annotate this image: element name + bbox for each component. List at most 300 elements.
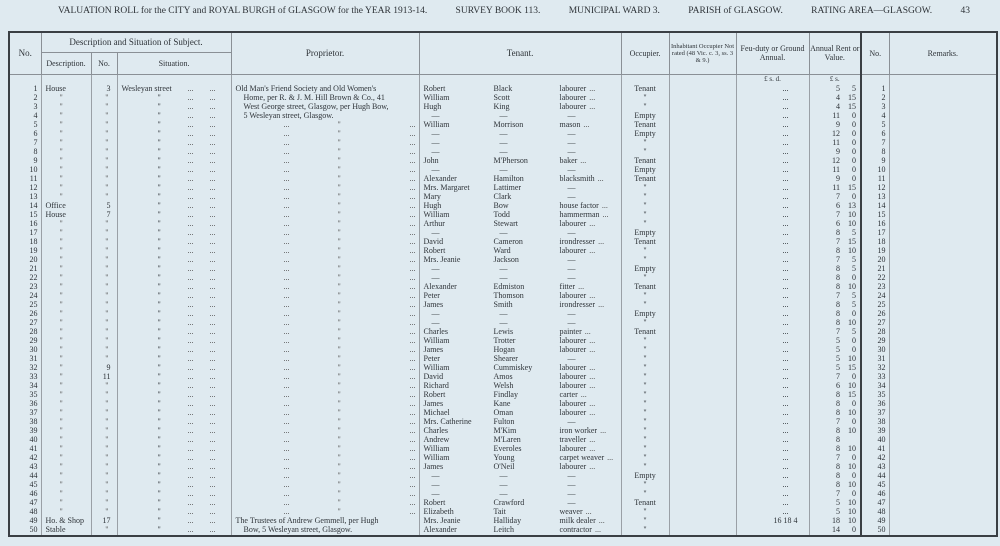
street-number: " [91, 111, 117, 120]
proprietor-line: Home, per R. & J. M. Hill Brown & Co., 41 [243, 92, 385, 102]
annual-rent [809, 525, 861, 536]
situation-text: " [157, 524, 161, 534]
occupier-status: " [621, 480, 669, 489]
occupier-status: " [621, 138, 669, 147]
tenant-surname: Todd [493, 209, 510, 219]
tenant-first-name: Michael [423, 407, 450, 417]
tenant-first-name: Peter [423, 290, 440, 300]
inhabitant-occupier [669, 174, 736, 183]
annual-rent [809, 291, 861, 300]
leader-dots: ... [283, 200, 290, 210]
street-number: 9 [91, 363, 117, 372]
situation [117, 309, 231, 318]
rent-shillings: 5 [852, 326, 857, 336]
street-number: " [91, 435, 117, 444]
situation-text: " [157, 119, 161, 129]
street-number: " [91, 156, 117, 165]
tenant-occupation: carter [559, 389, 578, 399]
rent-shillings: 0 [852, 308, 857, 318]
rent-pounds: 5 [836, 344, 841, 354]
proprietor-line: Old Man's Friend Society and Old Women's [235, 83, 377, 93]
proprietor [231, 525, 419, 536]
description: Stable [41, 525, 91, 536]
leader-dots: ... [409, 497, 416, 507]
col-proprietor: Proprietor. [231, 32, 419, 74]
proprietor [231, 327, 419, 336]
situation-text: " [157, 191, 161, 201]
tenant [419, 165, 621, 174]
proprietor [231, 444, 419, 453]
occupier-status: " [621, 408, 669, 417]
ditto-mark: " [337, 362, 341, 372]
leader-dots: ... [283, 128, 290, 138]
leader-dots: ... [585, 506, 592, 516]
occupation-group [568, 228, 576, 237]
street-number: " [91, 390, 117, 399]
situation [117, 327, 231, 336]
leader-dots: ... [601, 200, 608, 210]
leader-dots: ... [209, 155, 216, 165]
rent-pounds: 8 [836, 443, 841, 453]
occupation-group [560, 381, 596, 390]
tenant-first-name: Charles [423, 326, 448, 336]
leader-dots: ... [209, 470, 216, 480]
ditto-mark: " [337, 245, 341, 255]
tenant-first-name: William [423, 452, 450, 462]
row-number: 11 [9, 174, 41, 183]
feu-duty: ... [736, 138, 809, 147]
valuation-table [8, 31, 998, 537]
remarks [889, 282, 997, 291]
table-row [9, 282, 997, 291]
inhabitant-occupier [669, 183, 736, 192]
row-number: 22 [9, 273, 41, 282]
description: " [41, 408, 91, 417]
rent-pounds: 8 [836, 461, 841, 471]
ditto-mark: " [337, 236, 341, 246]
rent-shillings: 15 [848, 389, 857, 399]
inhabitant-occupier [669, 453, 736, 462]
ditto-mark: " [337, 443, 341, 453]
annual-rent [809, 282, 861, 291]
rent-shillings: 0 [852, 110, 857, 120]
occupation-group [560, 399, 596, 408]
situation [117, 471, 231, 480]
leader-dots: ... [187, 524, 194, 534]
street-number: " [91, 93, 117, 102]
situation [117, 138, 231, 147]
occupation-group [560, 462, 596, 471]
annual-rent [809, 255, 861, 264]
leader-dots: ... [283, 155, 290, 165]
ditto-mark: " [337, 335, 341, 345]
occupation-group [560, 444, 596, 453]
table-row [9, 318, 997, 327]
leader-dots: ... [283, 497, 290, 507]
leader-dots: ... [187, 254, 194, 264]
table-row [9, 453, 997, 462]
inhabitant-occupier [669, 354, 736, 363]
row-number-right: 15 [861, 210, 889, 219]
occupier-status: " [621, 345, 669, 354]
rent-pounds: 14 [832, 524, 841, 534]
ditto-mark: " [337, 164, 341, 174]
proprietor [231, 83, 419, 120]
proprietor [231, 363, 419, 372]
rent-pounds: 7 [836, 326, 841, 336]
annual-rent [809, 354, 861, 363]
tenant [419, 291, 621, 300]
rent-pounds: 7 [836, 254, 841, 264]
tenant-first-name: Mrs. Margaret [423, 182, 470, 192]
street-number: " [91, 138, 117, 147]
inhabitant-occupier [669, 273, 736, 282]
inhabitant-occupier [669, 147, 736, 156]
description: " [41, 462, 91, 471]
remarks [889, 111, 997, 120]
table-row [9, 183, 997, 192]
remarks [889, 435, 997, 444]
inhabitant-occupier [669, 84, 736, 93]
rent-pounds: 12 [832, 155, 841, 165]
description: " [41, 327, 91, 336]
proprietor [231, 210, 419, 219]
leader-dots: ... [598, 299, 605, 309]
situation-text: " [157, 281, 161, 291]
remarks [889, 462, 997, 471]
leader-dots: ... [589, 92, 596, 102]
situation [117, 282, 231, 291]
situation-text: " [157, 398, 161, 408]
leader-dots: ... [209, 317, 216, 327]
tenant-first-name: — [431, 308, 440, 318]
row-number: 4 [9, 111, 41, 120]
leader-dots: ... [409, 281, 416, 291]
rent-pounds: 4 [836, 101, 841, 111]
tenant-surname: — [499, 470, 508, 480]
tenant [419, 516, 621, 525]
tenant-surname: M'Kim [493, 425, 517, 435]
feu-duty: ... [736, 381, 809, 390]
inhabitant-occupier [669, 309, 736, 318]
leader-dots: ... [409, 434, 416, 444]
row-number: 40 [9, 435, 41, 444]
rent-shillings: 10 [848, 515, 857, 525]
tenant-first-name: — [431, 110, 440, 120]
leader-dots: ... [187, 128, 194, 138]
description: House [41, 210, 91, 219]
feu-duty: ... [736, 453, 809, 462]
row-number-right: 22 [861, 273, 889, 282]
tenant [419, 390, 621, 399]
rent-pounds: 8 [836, 281, 841, 291]
occupation-group [568, 165, 576, 174]
situation-text: " [157, 254, 161, 264]
occupation-group [560, 363, 596, 372]
description: " [41, 480, 91, 489]
row-number-right: 43 [861, 462, 889, 471]
inhabitant-occupier [669, 399, 736, 408]
leader-dots: ... [283, 488, 290, 498]
tenant-surname: Everoles [493, 443, 522, 453]
ditto-mark: " [337, 263, 341, 273]
occupation-group [560, 435, 596, 444]
tenant-occupation: labourer [559, 101, 587, 111]
description: " [41, 111, 91, 120]
description: " [41, 309, 91, 318]
rent-shillings: 0 [852, 173, 857, 183]
street-number: " [91, 444, 117, 453]
leader-dots: ... [209, 443, 216, 453]
tenant [419, 93, 621, 102]
feu-duty: ... [736, 291, 809, 300]
occupier-status: " [621, 489, 669, 498]
leader-dots: ... [187, 425, 194, 435]
rent-pounds: 8 [836, 245, 841, 255]
ditto-mark: " [337, 299, 341, 309]
proprietor [231, 507, 419, 516]
row-number: 18 [9, 237, 41, 246]
situation [117, 291, 231, 300]
inhabitant-occupier [669, 255, 736, 264]
rent-shillings: 10 [848, 479, 857, 489]
row-number-right: 29 [861, 336, 889, 345]
leader-dots: ... [187, 326, 194, 336]
tenant-occupation: — [567, 488, 576, 498]
rent-shillings: 10 [848, 443, 857, 453]
tenant-occupation: iron worker [559, 425, 598, 435]
proprietor [231, 111, 419, 120]
leader-dots: ... [283, 308, 290, 318]
occupier-status: " [621, 507, 669, 516]
leader-dots: ... [409, 407, 416, 417]
proprietor [231, 291, 419, 300]
occupier-status: " [621, 210, 669, 219]
occupation-group [560, 174, 604, 183]
situation-text: " [157, 155, 161, 165]
row-number: 12 [9, 183, 41, 192]
tenant-first-name: Robert [423, 245, 446, 255]
leader-dots: ... [409, 470, 416, 480]
situation-text: " [157, 326, 161, 336]
leader-dots: ... [409, 326, 416, 336]
street-number: " [91, 453, 117, 462]
tenant [419, 381, 621, 390]
row-number-right: 40 [861, 435, 889, 444]
row-number: 28 [9, 327, 41, 336]
inhabitant-occupier [669, 444, 736, 453]
tenant-surname: — [499, 317, 508, 327]
feu-duty: ... [736, 390, 809, 399]
leader-dots: ... [409, 200, 416, 210]
tenant-surname: Trotter [493, 335, 516, 345]
situation-text: " [157, 272, 161, 282]
leader-dots: ... [187, 236, 194, 246]
description: " [41, 246, 91, 255]
tenant-occupation: milk dealer [559, 515, 596, 525]
tenant-first-name: — [431, 272, 440, 282]
table-row [9, 129, 997, 138]
leader-dots: ... [209, 452, 216, 462]
rent-pounds: 7 [836, 452, 841, 462]
tenant-first-name: — [431, 317, 440, 327]
leader-dots: ... [598, 515, 605, 525]
tenant-surname: — [499, 227, 508, 237]
rent-shillings: 15 [848, 182, 857, 192]
remarks [889, 480, 997, 489]
situation [117, 318, 231, 327]
occupier-status: Tenant [621, 498, 669, 507]
annual-rent [809, 201, 861, 210]
situation-text: " [157, 434, 161, 444]
rent-shillings: 5 [852, 254, 857, 264]
occupation-group [560, 282, 585, 291]
tenant [419, 237, 621, 246]
leader-dots: ... [209, 281, 216, 291]
situation-text: " [157, 470, 161, 480]
tenant-first-name: — [431, 227, 440, 237]
feu-duty: ... [736, 264, 809, 273]
street-number: " [91, 219, 117, 228]
feu-duty: ... [736, 372, 809, 381]
proprietor [231, 192, 419, 201]
tenant-surname: Findlay [493, 389, 518, 399]
occupation-group [568, 147, 576, 156]
tenant-surname: Hamilton [493, 173, 524, 183]
row-number: 8 [9, 147, 41, 156]
situation [117, 183, 231, 192]
rent-pounds: 5 [836, 83, 841, 93]
table-row [9, 471, 997, 480]
occupier-status: " [621, 147, 669, 156]
tenant-occupation: — [567, 128, 576, 138]
ditto-mark: " [337, 200, 341, 210]
feu-duty: ... [736, 489, 809, 498]
leader-dots: ... [283, 425, 290, 435]
occupation-group [568, 471, 576, 480]
tenant-first-name: — [431, 263, 440, 273]
occupier-status: Tenant [621, 156, 669, 165]
page-number: 43 [960, 6, 970, 16]
leader-dots: ... [209, 479, 216, 489]
row-number-right: 25 [861, 300, 889, 309]
tenant [419, 336, 621, 345]
tenant-surname: Fulton [493, 416, 515, 426]
description: " [41, 174, 91, 183]
tenant [419, 138, 621, 147]
annual-rent [809, 372, 861, 381]
table-row [9, 498, 997, 507]
remarks [889, 291, 997, 300]
ditto-mark: " [337, 290, 341, 300]
rent-shillings: 0 [852, 488, 857, 498]
feu-duty: ... [736, 363, 809, 372]
tenant-first-name: Charles [423, 425, 448, 435]
leader-dots: ... [409, 461, 416, 471]
occupier-status: " [621, 255, 669, 264]
inhabitant-occupier [669, 264, 736, 273]
occupation-group [560, 336, 596, 345]
row-number: 20 [9, 255, 41, 264]
table-row [9, 336, 997, 345]
annual-rent [809, 390, 861, 399]
annual-rent [809, 120, 861, 129]
description: " [41, 183, 91, 192]
leader-dots: ... [283, 173, 290, 183]
tenant-first-name: — [431, 146, 440, 156]
occupier-status: Tenant [621, 282, 669, 291]
row-number: 32 [9, 363, 41, 372]
occupier-status: Tenant [621, 327, 669, 336]
rent-pounds: 6 [836, 200, 841, 210]
inhabitant-occupier [669, 363, 736, 372]
situation [117, 237, 231, 246]
leader-dots: ... [283, 470, 290, 480]
situation [117, 246, 231, 255]
leader-dots: ... [187, 182, 194, 192]
row-number: 29 [9, 336, 41, 345]
rent-pounds: 7 [836, 236, 841, 246]
table-row [9, 309, 997, 318]
leader-dots: ... [283, 452, 290, 462]
tenant-occupation: — [567, 227, 576, 237]
tenant-surname: Oman [493, 407, 514, 417]
tenant-occupation: hammerman [559, 209, 600, 219]
description: " [41, 435, 91, 444]
tenant-first-name: Mrs. Jeanie [423, 515, 461, 525]
tenant-occupation: — [567, 497, 576, 507]
row-number: 46 [9, 489, 41, 498]
leader-dots: ... [209, 218, 216, 228]
proprietor [231, 165, 419, 174]
situation [117, 147, 231, 156]
col-description: Description. [41, 52, 91, 74]
remarks [889, 165, 997, 174]
rent-shillings: 0 [852, 191, 857, 201]
rent-pounds: 18 [832, 515, 841, 525]
leader-dots: ... [409, 155, 416, 165]
situation-text: " [157, 371, 161, 381]
leader-dots: ... [602, 209, 609, 219]
leader-dots: ... [409, 263, 416, 273]
feu-duty: ... [736, 102, 809, 111]
leader-dots: ... [283, 344, 290, 354]
situation [117, 345, 231, 354]
situation-text: " [157, 101, 161, 111]
tenant [419, 282, 621, 291]
leader-dots: ... [209, 128, 216, 138]
tenant-first-name: Hugh [423, 101, 442, 111]
annual-rent [809, 138, 861, 147]
leader-dots: ... [409, 308, 416, 318]
annual-rent [809, 264, 861, 273]
occupier-status: Tenant [621, 237, 669, 246]
leader-dots: ... [209, 200, 216, 210]
tenant-first-name: William [423, 209, 450, 219]
rent-pounds: 5 [836, 497, 841, 507]
occupier-status: " [621, 183, 669, 192]
leader-dots: ... [283, 227, 290, 237]
occupier-status: " [621, 372, 669, 381]
description: " [41, 138, 91, 147]
description: " [41, 345, 91, 354]
leader-dots: ... [187, 479, 194, 489]
situation-text: " [157, 362, 161, 372]
inhabitant-occupier [669, 327, 736, 336]
tenant-occupation: labourer [559, 461, 587, 471]
row-number: 1 [9, 84, 41, 93]
description: " [41, 273, 91, 282]
